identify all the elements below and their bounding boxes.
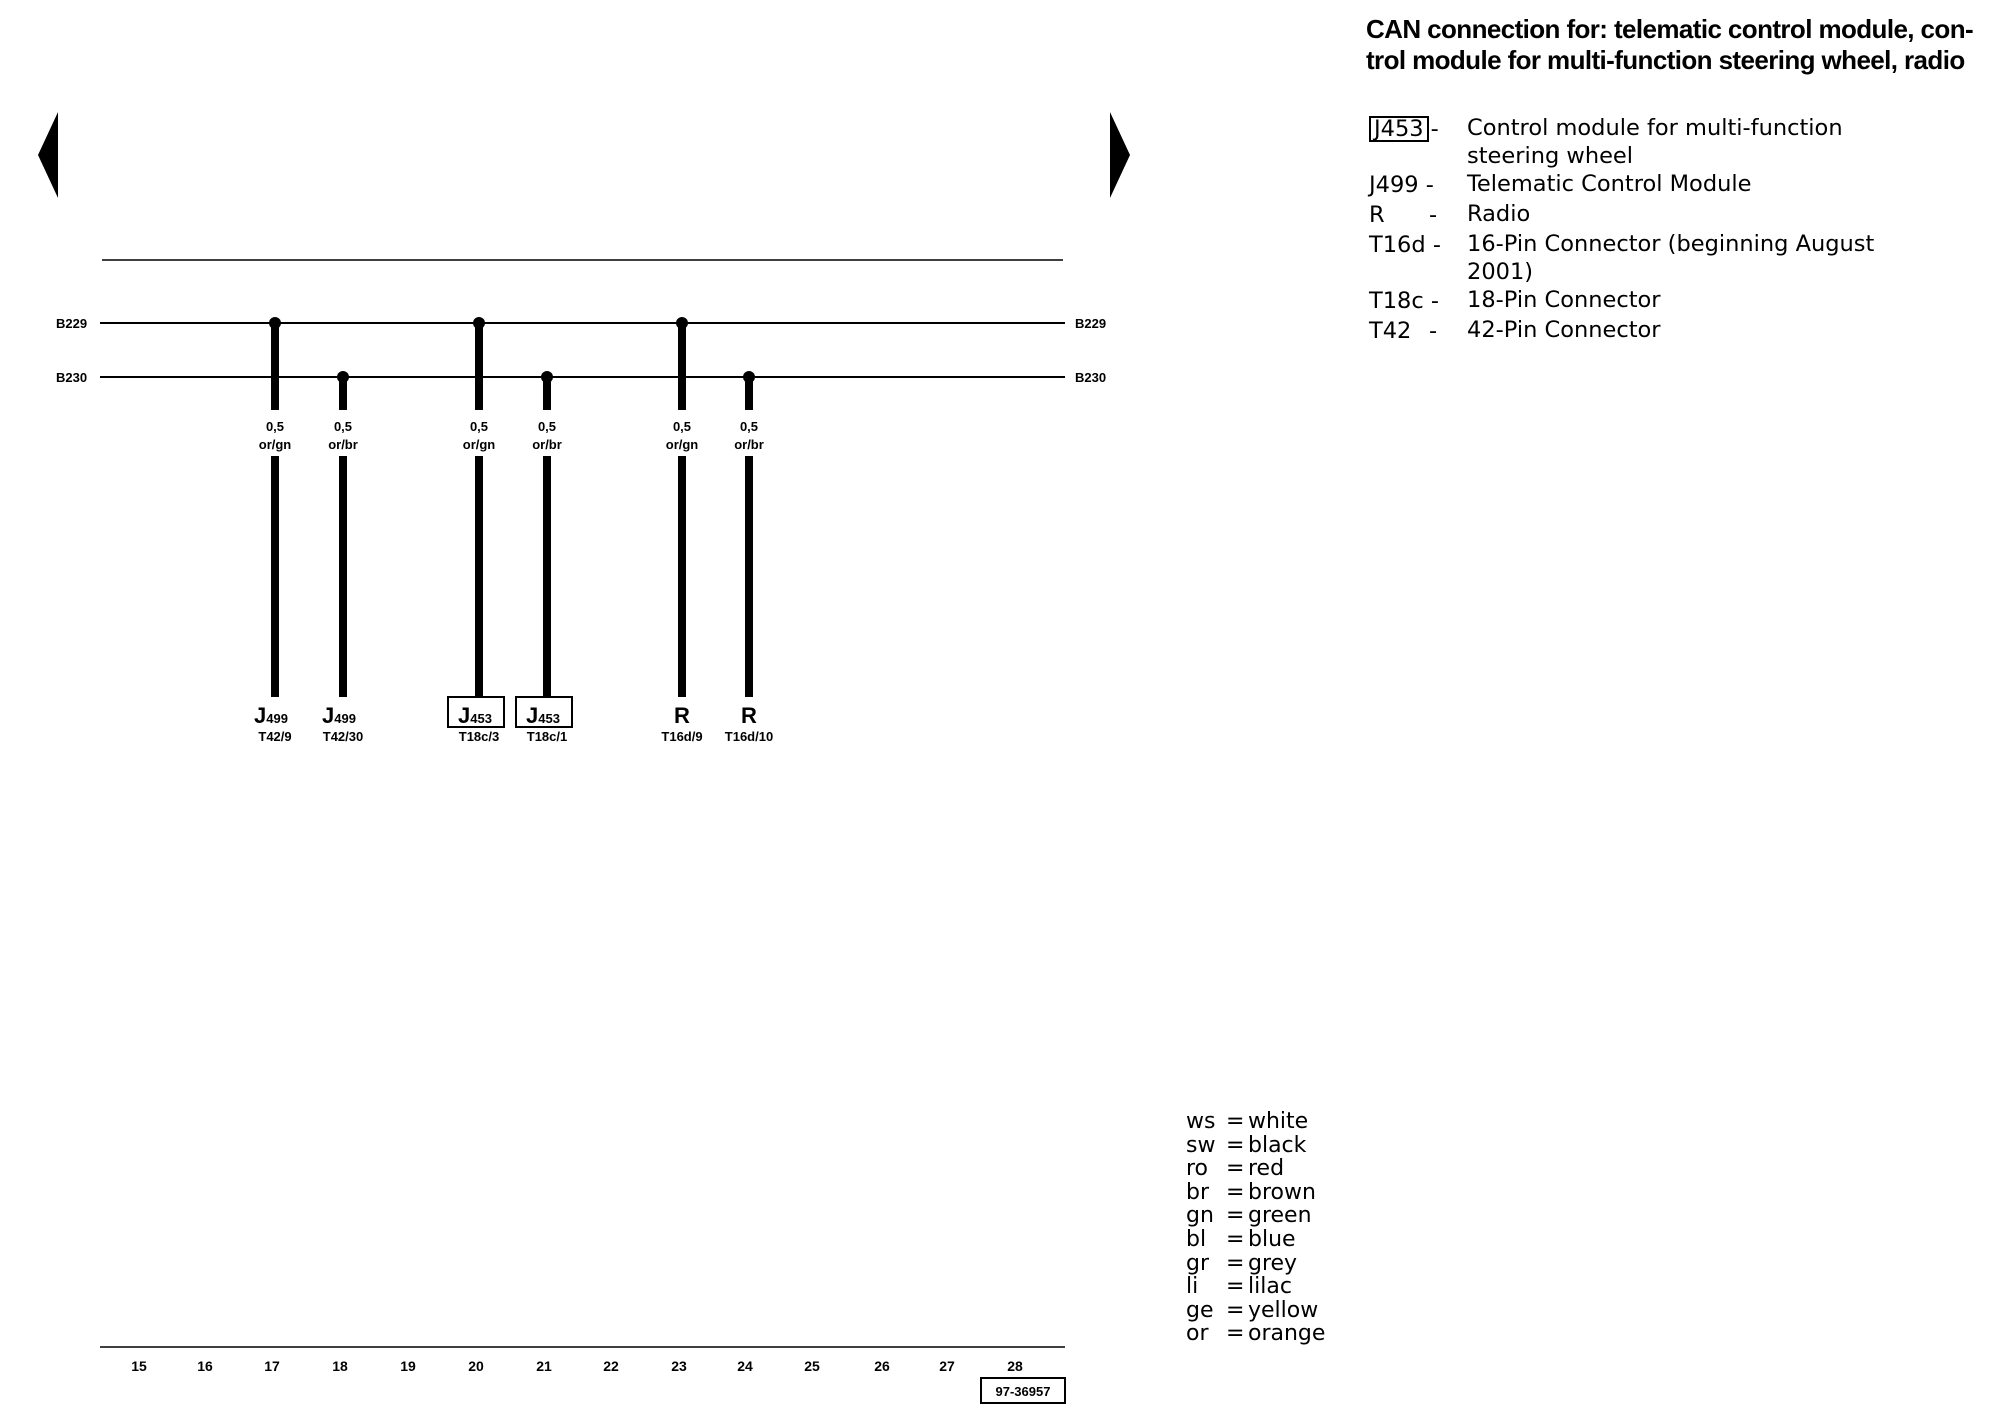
wire-3 — [448, 317, 504, 744]
bus-label-left-b229: B229 — [56, 316, 88, 331]
legend-desc: Telematic Control Module — [1467, 171, 1752, 197]
legend-row — [1369, 114, 1989, 170]
legend-code-boxed: J453 — [1369, 116, 1429, 142]
color-code: ro — [1186, 1156, 1209, 1182]
color-name: brown — [1248, 1179, 1316, 1205]
track-number: 18 — [332, 1358, 348, 1374]
color-eq: = — [1226, 1250, 1245, 1276]
track-number: 17 — [264, 1358, 280, 1374]
color-name: grey — [1248, 1250, 1298, 1276]
track-number: 26 — [874, 1358, 890, 1374]
color-code: sw — [1186, 1132, 1216, 1158]
pin-label: T42/9 — [258, 729, 292, 744]
pin-label: T18c/3 — [458, 729, 500, 744]
color-code: gn — [1186, 1203, 1214, 1229]
junction-dot — [541, 371, 553, 383]
pin-label: T18c/1 — [526, 729, 568, 744]
track-number: 27 — [939, 1358, 955, 1374]
legend-sep: - — [1430, 288, 1440, 314]
wire-color: or/br — [328, 437, 358, 452]
color-key-row — [1186, 1299, 1325, 1323]
legend-sep: - — [1430, 116, 1439, 142]
wire-size: 0,5 — [537, 419, 557, 434]
wire-color: or/gn — [258, 437, 292, 452]
color-eq: = — [1226, 1132, 1245, 1158]
component-letter: J — [322, 703, 335, 728]
legend-code: T18c — [1369, 288, 1424, 314]
track-number: 25 — [804, 1358, 820, 1374]
track-number: 15 — [131, 1358, 147, 1374]
track-number: 21 — [536, 1358, 552, 1374]
color-key-row — [1186, 1228, 1325, 1252]
bus-label-right-b229: B229 — [1075, 316, 1107, 331]
color-eq: = — [1226, 1156, 1245, 1182]
legend-code: T42 — [1369, 318, 1412, 344]
color-code: br — [1186, 1179, 1210, 1205]
legend-row — [1369, 200, 1989, 230]
color-key-row — [1186, 1322, 1325, 1346]
wire-size: 0,5 — [265, 419, 285, 434]
component-letter: J — [254, 703, 267, 728]
legend-code: T16d — [1369, 232, 1426, 258]
legend-desc: 18-Pin Connector — [1467, 287, 1661, 313]
pin-label: T42/30 — [322, 729, 364, 744]
legend-desc: 16-Pin Connector (beginning August 2001) — [1467, 231, 1875, 285]
color-key-row — [1186, 1157, 1325, 1181]
wire-1 — [254, 317, 292, 744]
track-number: 22 — [603, 1358, 619, 1374]
pin-label: T16d/10 — [724, 729, 774, 744]
wire-size: 0,5 — [333, 419, 353, 434]
junction-dot — [337, 371, 349, 383]
color-key-row — [1186, 1134, 1325, 1158]
wire-color: or/br — [532, 437, 562, 452]
wire-2 — [322, 371, 363, 744]
bus-label-left-b230: B230 — [56, 370, 88, 385]
color-code: li — [1186, 1274, 1199, 1300]
track-number: 23 — [671, 1358, 687, 1374]
legend-row — [1369, 170, 1989, 200]
wire-color-key — [1186, 1110, 1325, 1346]
legend-sep: - — [1425, 172, 1434, 198]
wire-size: 0,5 — [672, 419, 692, 434]
component-subscript: 499 — [334, 711, 356, 726]
track-numbers-group — [131, 1358, 1023, 1374]
color-key-row — [1186, 1204, 1325, 1228]
drawing-number: 97-36957 — [995, 1384, 1051, 1399]
component-label — [526, 703, 560, 728]
title-line-1: CAN connection for: telematic control module, con- — [1366, 14, 1974, 44]
component-letter: R — [741, 703, 757, 728]
wire-color: or/gn — [665, 437, 699, 452]
pin-label: T16d/9 — [661, 729, 703, 744]
track-number: 20 — [468, 1358, 484, 1374]
component-legend — [1369, 114, 1989, 346]
legend-row — [1369, 316, 1989, 346]
color-eq: = — [1226, 1109, 1245, 1134]
legend-sep: - — [1432, 232, 1441, 258]
legend-code: R — [1369, 202, 1385, 228]
legend-row — [1369, 230, 1989, 286]
legend-sep: - — [1429, 318, 1438, 344]
component-label — [458, 703, 492, 728]
color-code: ge — [1186, 1297, 1214, 1323]
wires-group — [254, 317, 773, 744]
color-name: green — [1248, 1203, 1312, 1229]
color-eq: = — [1226, 1203, 1245, 1229]
color-key-row — [1186, 1181, 1325, 1205]
wire-6 — [725, 371, 773, 744]
track-number: 24 — [737, 1358, 753, 1374]
color-code: bl — [1186, 1226, 1207, 1252]
color-key-row — [1186, 1252, 1325, 1276]
wire-size: 0,5 — [469, 419, 489, 434]
color-code: or — [1186, 1321, 1209, 1347]
component-letter: J — [458, 703, 471, 728]
wire-color: or/gn — [462, 437, 496, 452]
color-name: black — [1248, 1132, 1307, 1158]
color-name: red — [1248, 1156, 1285, 1182]
legend-sep: - — [1429, 202, 1438, 228]
color-code: gr — [1186, 1250, 1210, 1276]
component-label — [254, 703, 288, 728]
track-number: 28 — [1007, 1358, 1023, 1374]
color-eq: = — [1226, 1226, 1245, 1252]
color-eq: = — [1226, 1179, 1245, 1205]
color-eq: = — [1226, 1321, 1245, 1347]
component-subscript: 453 — [538, 711, 560, 726]
track-number: 16 — [197, 1358, 213, 1374]
wire-5 — [661, 317, 702, 744]
component-label — [741, 703, 757, 728]
color-eq: = — [1226, 1274, 1245, 1300]
legend-desc: 42-Pin Connector — [1467, 317, 1661, 343]
legend-code: J499 — [1369, 172, 1419, 198]
title-line-2: trol module for multi-function steering wheel, radio — [1366, 45, 1965, 75]
color-name: lilac — [1248, 1274, 1292, 1300]
legend-desc: Control module for multi-function steering wheel — [1467, 115, 1843, 169]
component-label — [322, 703, 356, 728]
color-name: yellow — [1248, 1297, 1319, 1323]
junction-dot — [743, 371, 755, 383]
component-label — [674, 703, 690, 728]
color-eq: = — [1226, 1297, 1245, 1323]
junction-dot — [676, 317, 688, 329]
color-name: white — [1248, 1109, 1309, 1134]
color-name: blue — [1248, 1226, 1296, 1252]
color-key-row — [1186, 1275, 1325, 1299]
junction-dot — [473, 317, 485, 329]
legend-desc: Radio — [1467, 201, 1531, 227]
page-title — [1366, 14, 2000, 76]
component-subscript: 499 — [266, 711, 288, 726]
color-key-row — [1186, 1110, 1325, 1134]
color-code: ws — [1186, 1109, 1216, 1134]
wire-size: 0,5 — [739, 419, 759, 434]
junction-dot — [269, 317, 281, 329]
legend-row — [1369, 286, 1989, 316]
bus-label-right-b230: B230 — [1075, 370, 1107, 385]
wire-4 — [516, 371, 572, 744]
component-letter: R — [674, 703, 690, 728]
track-number: 19 — [400, 1358, 416, 1374]
wire-color: or/br — [734, 437, 764, 452]
color-name: orange — [1248, 1321, 1326, 1347]
component-subscript: 453 — [470, 711, 492, 726]
component-letter: J — [526, 703, 539, 728]
